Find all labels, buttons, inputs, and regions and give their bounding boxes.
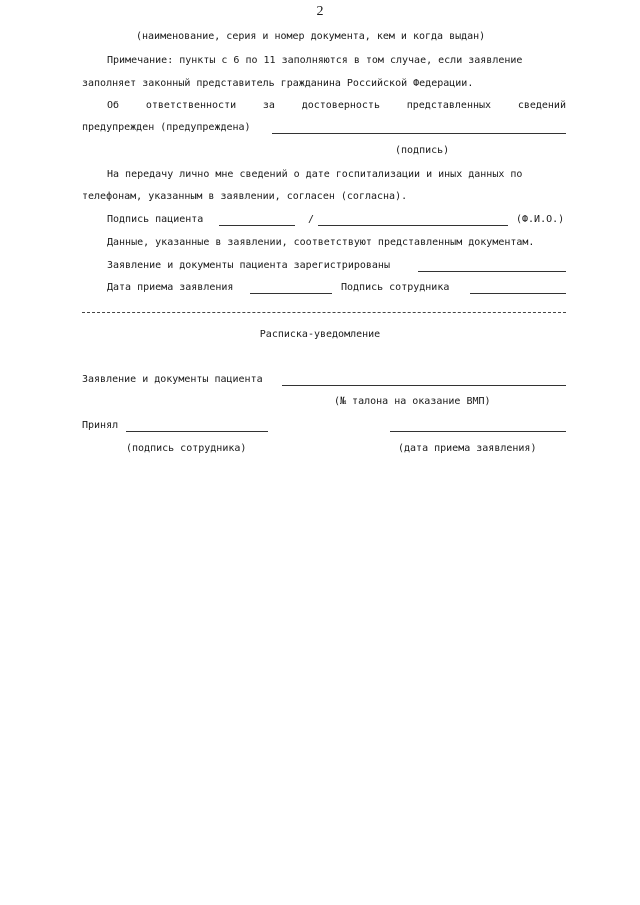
patient-signature-label: Подпись пациента <box>107 214 204 225</box>
data-match-statement: Данные, указанные в заявлении, соответствуют представленным документам. <box>107 237 535 248</box>
receipt-docs-label: Заявление и документы пациента <box>82 374 263 385</box>
note-line-2: заполняет законный представитель гражданина Российской Федерации. <box>82 78 474 89</box>
note-line-1: Примечание: пункты с 6 по 11 заполняются в том случае, если заявление <box>107 55 523 66</box>
consent-line-2: телефонам, указанным в заявлении, согласен (согласна). <box>82 191 408 202</box>
responsibility-line-1 <box>107 99 566 113</box>
slash-separator: / <box>308 214 315 225</box>
consent-line-1: На передачу лично мне сведений о дате госпитализации и иных данных по <box>107 169 523 180</box>
resp-word: достоверность <box>301 100 380 111</box>
receipt-date-field[interactable] <box>390 431 566 432</box>
document-caption: (наименование, серия и номер документа, кем и когда выдан) <box>136 31 486 42</box>
talon-number-field[interactable] <box>282 385 566 386</box>
patient-signature-field[interactable] <box>219 225 295 226</box>
date-received-label: Дата приема заявления <box>107 282 234 293</box>
signature-caption: (подпись) <box>395 145 450 156</box>
signature-underline[interactable] <box>272 133 566 134</box>
resp-word: представленных <box>406 100 492 111</box>
accepted-label: Принял <box>82 420 119 431</box>
cut-line <box>82 312 566 313</box>
fio-caption: (Ф.И.О.) <box>516 214 565 225</box>
resp-word: за <box>262 100 275 111</box>
receipt-employee-signature-field[interactable] <box>126 431 268 432</box>
registered-field[interactable] <box>418 271 566 272</box>
receipt-title: Расписка-уведомление <box>259 329 381 340</box>
resp-word: сведений <box>517 100 566 111</box>
registered-label: Заявление и документы пациента зарегистрированы <box>107 260 390 271</box>
responsibility-line-2: предупрежден (предупреждена) <box>82 122 251 133</box>
date-received-field[interactable] <box>250 293 332 294</box>
page-number: 2 <box>316 4 324 19</box>
resp-word: ответственности <box>145 100 237 111</box>
resp-word: Об <box>107 100 120 111</box>
date-caption: (дата приема заявления) <box>398 443 537 454</box>
employee-caption: (подпись сотрудника) <box>126 443 247 454</box>
employee-signature-label: Подпись сотрудника <box>341 282 450 293</box>
talon-caption: (№ талона на оказание ВМП) <box>334 396 491 407</box>
patient-name-field[interactable] <box>318 225 508 226</box>
employee-signature-field[interactable] <box>470 293 566 294</box>
